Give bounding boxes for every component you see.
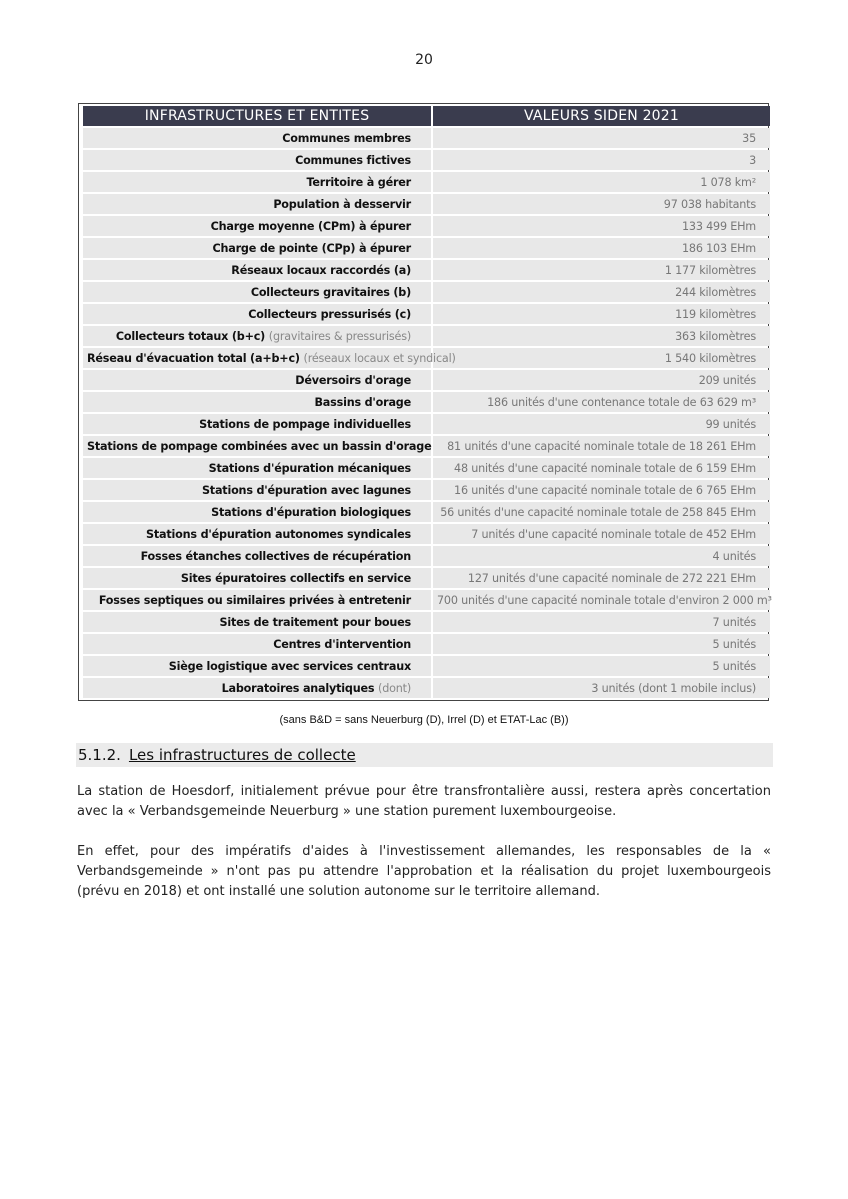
row-label	[83, 194, 431, 214]
row-label	[83, 436, 431, 456]
row-label	[83, 260, 431, 280]
row-label-text: Sites de traitement pour boues	[219, 615, 411, 629]
row-label	[83, 612, 431, 632]
table-row	[83, 502, 770, 522]
row-label-text: Sites épuratoires collectifs en service	[180, 571, 411, 585]
table-row	[83, 260, 770, 280]
section-title: Les infrastructures de collecte	[128, 746, 356, 764]
row-label-text: Communes fictives	[295, 153, 411, 167]
row-value: 119 kilomètres	[433, 304, 770, 324]
row-value: 5 unités	[433, 634, 770, 654]
table-row	[83, 414, 770, 434]
row-label-text: Collecteurs pressurisés (c)	[248, 307, 411, 321]
row-label	[83, 480, 431, 500]
row-label-text: Charge de pointe (CPp) à épurer	[212, 241, 411, 255]
row-label-text: Stations d'épuration biologiques	[211, 505, 411, 519]
row-label	[83, 282, 431, 302]
row-label-text: Stations de pompage individuelles	[199, 417, 411, 431]
row-value: 16 unités d'une capacité nominale totale de 6 765 EHm	[433, 480, 770, 500]
table-row	[83, 678, 770, 698]
row-label-text: Stations d'épuration mécaniques	[208, 461, 411, 475]
row-label-text: Stations d'épuration autonomes syndicales	[146, 527, 411, 541]
row-label-text: Réseaux locaux raccordés (a)	[231, 263, 411, 277]
row-label-text: Réseau d'évacuation total (a+b+c)	[87, 351, 300, 365]
table-row	[83, 326, 770, 346]
row-value: 48 unités d'une capacité nominale totale de 6 159 EHm	[433, 458, 770, 478]
row-value: 127 unités d'une capacité nominale de 272 221 EHm	[433, 568, 770, 588]
row-label	[83, 656, 431, 676]
section-heading	[76, 743, 773, 767]
row-label-note: (réseaux locaux et syndical)	[303, 351, 456, 365]
row-label	[83, 392, 431, 412]
table-row	[83, 194, 770, 214]
row-value: 99 unités	[433, 414, 770, 434]
row-value: 56 unités d'une capacité nominale totale de 258 845 EHm	[433, 502, 770, 522]
row-value: 1 078 km²	[433, 172, 770, 192]
row-label	[83, 524, 431, 544]
row-label-text: Stations de pompage combinées avec un bassin d'orage	[87, 439, 432, 453]
row-label-text: Bassins d'orage	[314, 395, 411, 409]
table-row	[83, 348, 770, 368]
row-value: 363 kilomètres	[433, 326, 770, 346]
table-body	[83, 128, 770, 698]
paragraph: La station de Hoesdorf, initialement prévue pour être transfrontalière aussi, restera après concertation avec la « Verbandsgemeinde Neuerburg » une station purement luxembourgeoise.	[77, 784, 771, 819]
row-label	[83, 414, 431, 434]
row-value: 3	[433, 150, 770, 170]
row-label	[83, 150, 431, 170]
row-value: 244 kilomètres	[433, 282, 770, 302]
row-label	[83, 370, 431, 390]
table-row	[83, 546, 770, 566]
row-label	[83, 216, 431, 236]
row-value: 35	[433, 128, 770, 148]
table-row	[83, 128, 770, 148]
table-row	[83, 216, 770, 236]
row-value: 4 unités	[433, 546, 770, 566]
table-row	[83, 590, 770, 610]
table-row	[83, 370, 770, 390]
row-label-text: Territoire à gérer	[306, 175, 411, 189]
paragraph: En effet, pour des impératifs d'aides à l'investissement allemandes, les responsables de la « Verbandsgemeinde » n'ont pas pu attendre l'approbation et la réalisation du projet luxembourgeois (prévu en 2018) et ont installé une solution autonome sur le territoire allemand.	[77, 844, 771, 899]
row-label	[83, 348, 456, 368]
row-label-text: Communes membres	[282, 131, 411, 145]
table-header-row	[83, 106, 770, 126]
table-row	[83, 238, 770, 258]
row-label-text: Collecteurs totaux (b+c)	[115, 329, 266, 343]
table-row	[83, 304, 770, 324]
row-label-text: Collecteurs gravitaires (b)	[250, 285, 411, 299]
row-label	[83, 568, 431, 588]
table-row	[83, 436, 770, 456]
row-value: 97 038 habitants	[433, 194, 770, 214]
row-label	[83, 458, 431, 478]
table-row	[83, 392, 770, 412]
row-label	[83, 304, 431, 324]
table-row	[83, 612, 770, 632]
row-label-note: (dont)	[378, 681, 411, 695]
row-value: 7 unités d'une capacité nominale totale de 452 EHm	[433, 524, 770, 544]
row-label-text: Siège logistique avec services centraux	[168, 659, 411, 673]
row-label-text: Population à desservir	[273, 197, 411, 211]
table-row	[83, 634, 770, 654]
table-row	[83, 172, 770, 192]
row-label-text: Fosses étanches collectives de récupération	[140, 549, 411, 563]
table-row	[83, 656, 770, 676]
row-value: 209 unités	[433, 370, 770, 390]
row-label	[83, 238, 431, 258]
row-label-text: Stations d'épuration avec lagunes	[201, 483, 411, 497]
row-label	[83, 590, 431, 610]
section-number: 5.1.2.	[78, 746, 121, 764]
row-label-text: Charge moyenne (CPm) à épurer	[210, 219, 411, 233]
row-label	[83, 326, 431, 346]
row-value: 1 177 kilomètres	[433, 260, 770, 280]
row-label	[83, 634, 431, 654]
table-row	[83, 568, 770, 588]
row-value: 7 unités	[433, 612, 770, 632]
infrastructure-table	[81, 104, 772, 700]
row-value: 186 103 EHm	[433, 238, 770, 258]
table-footnote: (sans B&D = sans Neuerburg (D), Irrel (D) et ETAT-Lac (B))	[279, 714, 569, 726]
row-label	[83, 678, 431, 698]
row-value: 1 540 kilomètres	[433, 348, 770, 368]
table-header-values: VALEURS SIDEN 2021	[433, 106, 770, 126]
row-label-note: (gravitaires & pressurisés)	[268, 329, 411, 343]
table-row	[83, 524, 770, 544]
row-value: 3 unités (dont 1 mobile inclus)	[433, 678, 770, 698]
row-label-text: Fosses septiques ou similaires privées à entretenir	[98, 593, 411, 607]
page-number: 20	[415, 52, 433, 68]
row-label-text: Laboratoires analytiques	[221, 681, 375, 695]
row-value: 700 unités d'une capacité nominale totale d'environ 2 000 m³	[433, 590, 770, 610]
table-header-infrastructures: INFRASTRUCTURES ET ENTITES	[83, 106, 431, 126]
table-row	[83, 282, 770, 302]
row-label	[83, 128, 431, 148]
row-label	[83, 546, 431, 566]
row-label	[83, 502, 431, 522]
row-value: 5 unités	[433, 656, 770, 676]
row-label-text: Déversoirs d'orage	[295, 373, 411, 387]
table-row	[83, 480, 770, 500]
row-value: 186 unités d'une contenance totale de 63 629 m³	[433, 392, 770, 412]
table-row	[83, 150, 770, 170]
table-row	[83, 458, 770, 478]
row-value: 133 499 EHm	[433, 216, 770, 236]
infrastructure-table-frame	[78, 103, 772, 701]
row-label-text: Centres d'intervention	[273, 637, 411, 651]
row-value: 81 unités d'une capacité nominale totale de 18 261 EHm	[433, 436, 770, 456]
row-label	[83, 172, 431, 192]
